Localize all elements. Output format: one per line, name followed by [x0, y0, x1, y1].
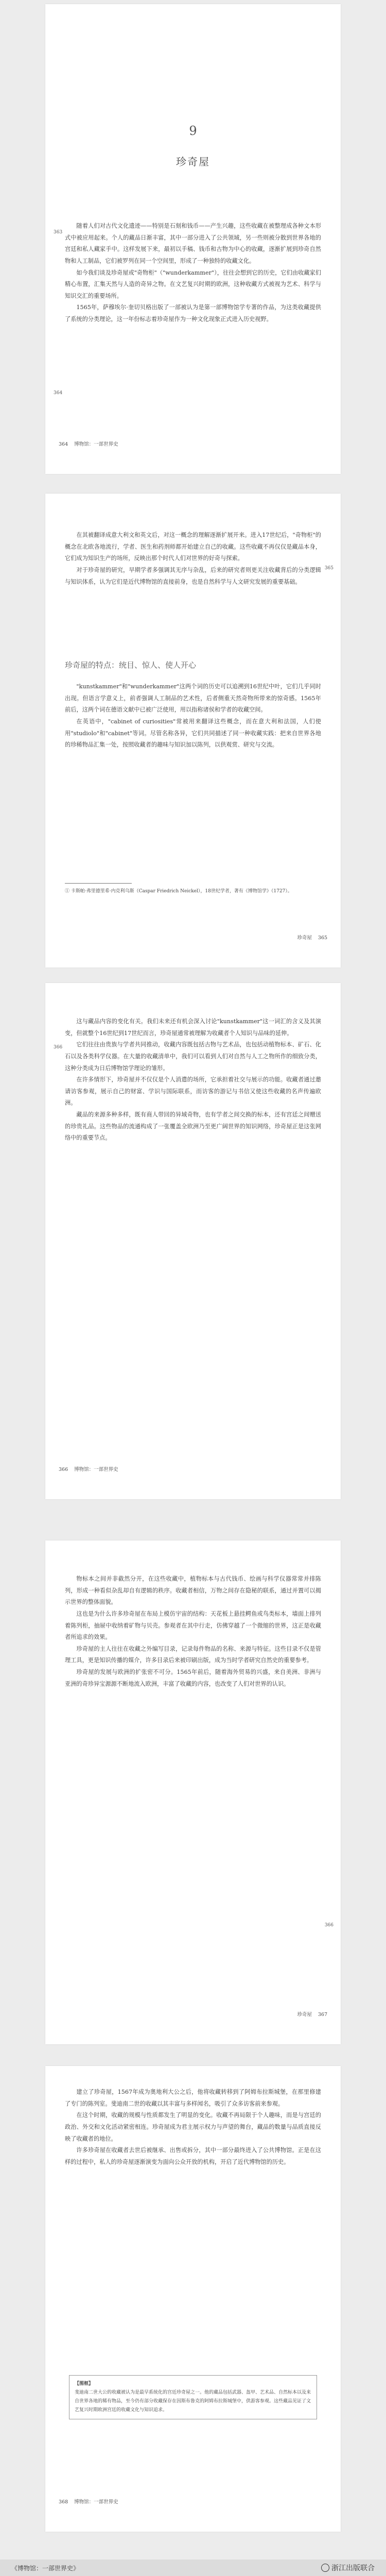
- page-folio: [297, 2010, 327, 2018]
- section-heading: 珍奇屋的特点：统目、惊人、使人开心: [65, 660, 197, 670]
- paragraph: 藏品的来源多种多样，既有商人带回的异域奇物，也有学者之间交换的标本，还有宫廷之间赠送的珍贵礼品。这些物品的流通构成了一张覆盖全欧洲乃至更广阔世界的知识网络，珍奇屋正是这张网络中的重要节点。: [65, 1111, 321, 1142]
- paragraph: 在其被翻译成意大利文和英文后，对这一概念的理解逐渐扩展开来。进入17世纪后，"奇物柜"的概念在北欧各地流行，学者、医生和药剂师都开始建立自己的收藏。这些收藏不再仅仅是藏品本身，它们成为知识生产的场所，反映出那个时代人们对世界的好奇与探索。: [65, 532, 321, 562]
- paragraph: 这也是为什么许多珍奇屋在布局上模仿宇宙的结构：天花板上悬挂鳄鱼或鸟类标本，墙面上排列着陈列柜，抽屉中收纳着矿物与贝壳。参观者在其中行走，仿佛穿越了一个微缩的世界，这正是收藏者所追求的效果。: [65, 1610, 321, 1641]
- folio-running-title: 博物馆：一部世界史: [74, 1467, 118, 1472]
- page1-body: [65, 221, 321, 326]
- paragraph: 珍奇屋的主人往往在收藏之外编写目录，记录每件物品的名称、来源与特征。这些目录不仅是管理工具，更是知识传播的媒介，许多目录后来被印刷出版，成为当时学者研究自然史的重要参考。: [65, 1645, 321, 1664]
- paragraph: 建立了珍奇屋，1567年成为奥地利大公之后，他将收藏转移到了阿姆布拉斯城堡，在那里修建了专门的陈列室。斐迪南二世的收藏以其丰富与多样闻名，吸引了众多访客前来参观。: [65, 2089, 321, 2107]
- paragraph: 随着人们对古代文化遗迹——特别是石刻和钱币——产生兴趣，这些收藏在被整理成各种文本形式中被应用起来。个人的藏品日渐丰富，其中一部分进入了公共领域，另一些则被分散到世界各地的宫廷和私人藏家手中。这样发展下来，最初以手稿、钱币和古物为中心的收藏，逐渐扩展到珍奇自然物和人工制品，它们被罗列在同一个空间里，形成了一种独特的收藏文化。: [65, 223, 321, 264]
- margin-page-ref: 366: [324, 1923, 334, 1928]
- footnote-rule: [65, 883, 132, 884]
- page4-body: [65, 1573, 321, 1690]
- page2-body-bottom: [65, 681, 321, 751]
- paragraph: 这与藏品内容的变化有关。我们未来还有机会深入讨论"kunstkammer"这一词汇的含义及其演变，但就整个16世纪到17世纪而言，珍奇屋通常被理解为收藏者个人知识与品味的延伸。: [65, 1018, 321, 1037]
- page-folio: [297, 934, 327, 941]
- margin-page-ref: 365: [324, 566, 334, 571]
- folio-running-title: 珍奇屋: [297, 935, 312, 941]
- paragraph: 它们往往由贵族与学者共同推动，收藏内容既包括古物与艺术品，也包括动植物标本、矿石、化石以及各类科学仪器。在大量的收藏清单中，我们可以看到人们对自然与人工之物所作的细致分类，这种分类成为日后博物馆学理论的雏形。: [65, 1041, 321, 1072]
- page5-body: [65, 2087, 321, 2168]
- box-title: 【图框】: [75, 2381, 94, 2386]
- margin-page-ref: 364: [54, 391, 63, 396]
- book-page-2: [45, 494, 341, 968]
- paragraph: 如今我们谈及珍奇屋或"奇物柜"（"wunderkammer"），往往会想到它的历史，它们由收藏家们精心布置，汇集天然与人造的奇异之物。在文艺复兴时期的欧洲，这种收藏方式被视为艺术、科学与知识交汇的重要场所。: [65, 269, 321, 299]
- footer-book-title: 《博物馆：一部世界史》: [11, 2565, 80, 2572]
- chapter-title: 珍奇屋: [176, 156, 210, 168]
- sidebar-box: [69, 2375, 317, 2419]
- page-folio: [59, 440, 118, 447]
- page2-body-top: [65, 530, 321, 588]
- folio-number: 365: [318, 935, 327, 941]
- paragraph: 物标本之间并非截然分开，在这些收藏中，植物标本与古代钱币、绘画与科学仪器常常并排陈列，形成一种看似杂乱却自有逻辑的秩序。收藏者相信，万物之间存在隐秘的联系，通过并置可以揭示世界的整体面貌。: [65, 1575, 321, 1606]
- folio-number: 364: [59, 442, 68, 447]
- book-page-1: [45, 4, 341, 474]
- paragraph: 许多珍奇屋在收藏者去世后被继承、出售或拆分，其中一部分最终进入了公共博物馆。正是在这样的过程中，私人的珍奇屋逐渐演变为面向公众开放的机构，开启了近代博物馆的历史。: [65, 2147, 321, 2165]
- chapter-number: 9: [189, 124, 197, 138]
- book-page-5: [45, 2066, 341, 2532]
- paragraph: "kunstkammer"和"wunderkammer"这两个词的历史可以追溯到16世纪中叶，它们几乎同时出现。但语言学意义上，前者强调人工制品的艺术性，后者侧重天然奇物所带来的惊奇感。1565年前后，这两个词在德语文献中已被广泛使用，用以指称诸侯和学者的收藏空间。: [65, 683, 321, 714]
- folio-running-title: 珍奇屋: [297, 2012, 312, 2018]
- paragraph: 对于珍奇屋的研究，早期学者多强调其无序与杂乱，后来的研究者则更关注收藏背后的分类逻辑与知识体系，认为它们是近代博物馆的直接前身，也是自然科学与人文研究发展的重要基础。: [65, 566, 321, 585]
- book-page-4: [45, 1540, 341, 2044]
- folio-number: 367: [318, 2012, 327, 2018]
- paragraph: 在许多情形下，珍奇屋并不仅仅是个人消遣的场所，它承担着社交与展示的功能。收藏者通过邀请访客参观，展示自己的财富、学识与国际联系，而访客的游记与书信又使这些收藏的名声传遍欧洲。: [65, 1076, 321, 1107]
- publisher-mark: [321, 2563, 375, 2573]
- publisher-name: 浙江出版联合: [331, 2564, 375, 2572]
- box-text: 斐迪南二世大公的收藏被认为是最早系统化的宫廷珍奇屋之一。他的藏品包括武器、盔甲、艺术品、自然标本以及来自世界各地的稀有物品，至今仍有部分收藏保存在因斯布鲁克的阿姆布拉斯城堡中，供游客参观。这些藏品见证了文艺复兴时期欧洲宫廷的收藏文化与知识追求。: [75, 2390, 311, 2413]
- paragraph: 1565年，萨穆埃尔·奎切贝格出版了一部被认为是第一部博物馆学专著的作品，为这类收藏提供了系统的分类理论，这一年份标志着珍奇屋作为一种文化现象正式进入历史视野。: [65, 304, 321, 323]
- margin-page-ref: 363: [54, 230, 63, 235]
- page-folio: [59, 1465, 118, 1472]
- folio-number: 368: [59, 2499, 68, 2505]
- folio-running-title: 博物馆：一部世界史: [74, 2499, 118, 2505]
- folio-running-title: 博物馆：一部世界史: [74, 442, 118, 447]
- footnote: ① 卡斯帕·弗里德里希·内克利乌斯（Caspar Friedrich Neickel），18世纪学者，著有《博物馆学》（1727）。: [65, 889, 292, 894]
- margin-page-ref: 366: [54, 1045, 63, 1050]
- paragraph: 在英语中，"cabinet of curiosities"常被用来翻译这些概念，而在意大利和法国，人们使用"studiolo"和"cabinet"等词。尽管名称各异，它们共同描述了同一种收藏实践：把来自世界各地的珍稀物品汇集一处，按照收藏者的趣味与知识加以陈列，以供观赏、研究与交流。: [65, 718, 321, 749]
- paragraph: 在这个时期，收藏的规模与性质都发生了明显的变化。收藏不再局限于个人趣味，而是与宫廷的政治、外交和文化活动紧密相连。珍奇屋成为君主展示权力与声望的舞台，藏品的数量与品质直接反映了收藏者的地位。: [65, 2112, 321, 2142]
- page3-body: [65, 1016, 321, 1144]
- publisher-seal-icon: [321, 2564, 329, 2572]
- footer-bar: [0, 2560, 386, 2576]
- book-page-3: [45, 983, 341, 1499]
- folio-number: 366: [59, 1467, 68, 1472]
- paragraph: 珍奇屋的发展与欧洲的扩张密不可分。1565年前后，随着海外贸易的兴盛，来自美洲、非洲与亚洲的奇珍异宝源源不断地流入欧洲，丰富了收藏的内容，也改变了人们对世界的认识。: [65, 1669, 321, 1687]
- page-folio: [59, 2498, 118, 2505]
